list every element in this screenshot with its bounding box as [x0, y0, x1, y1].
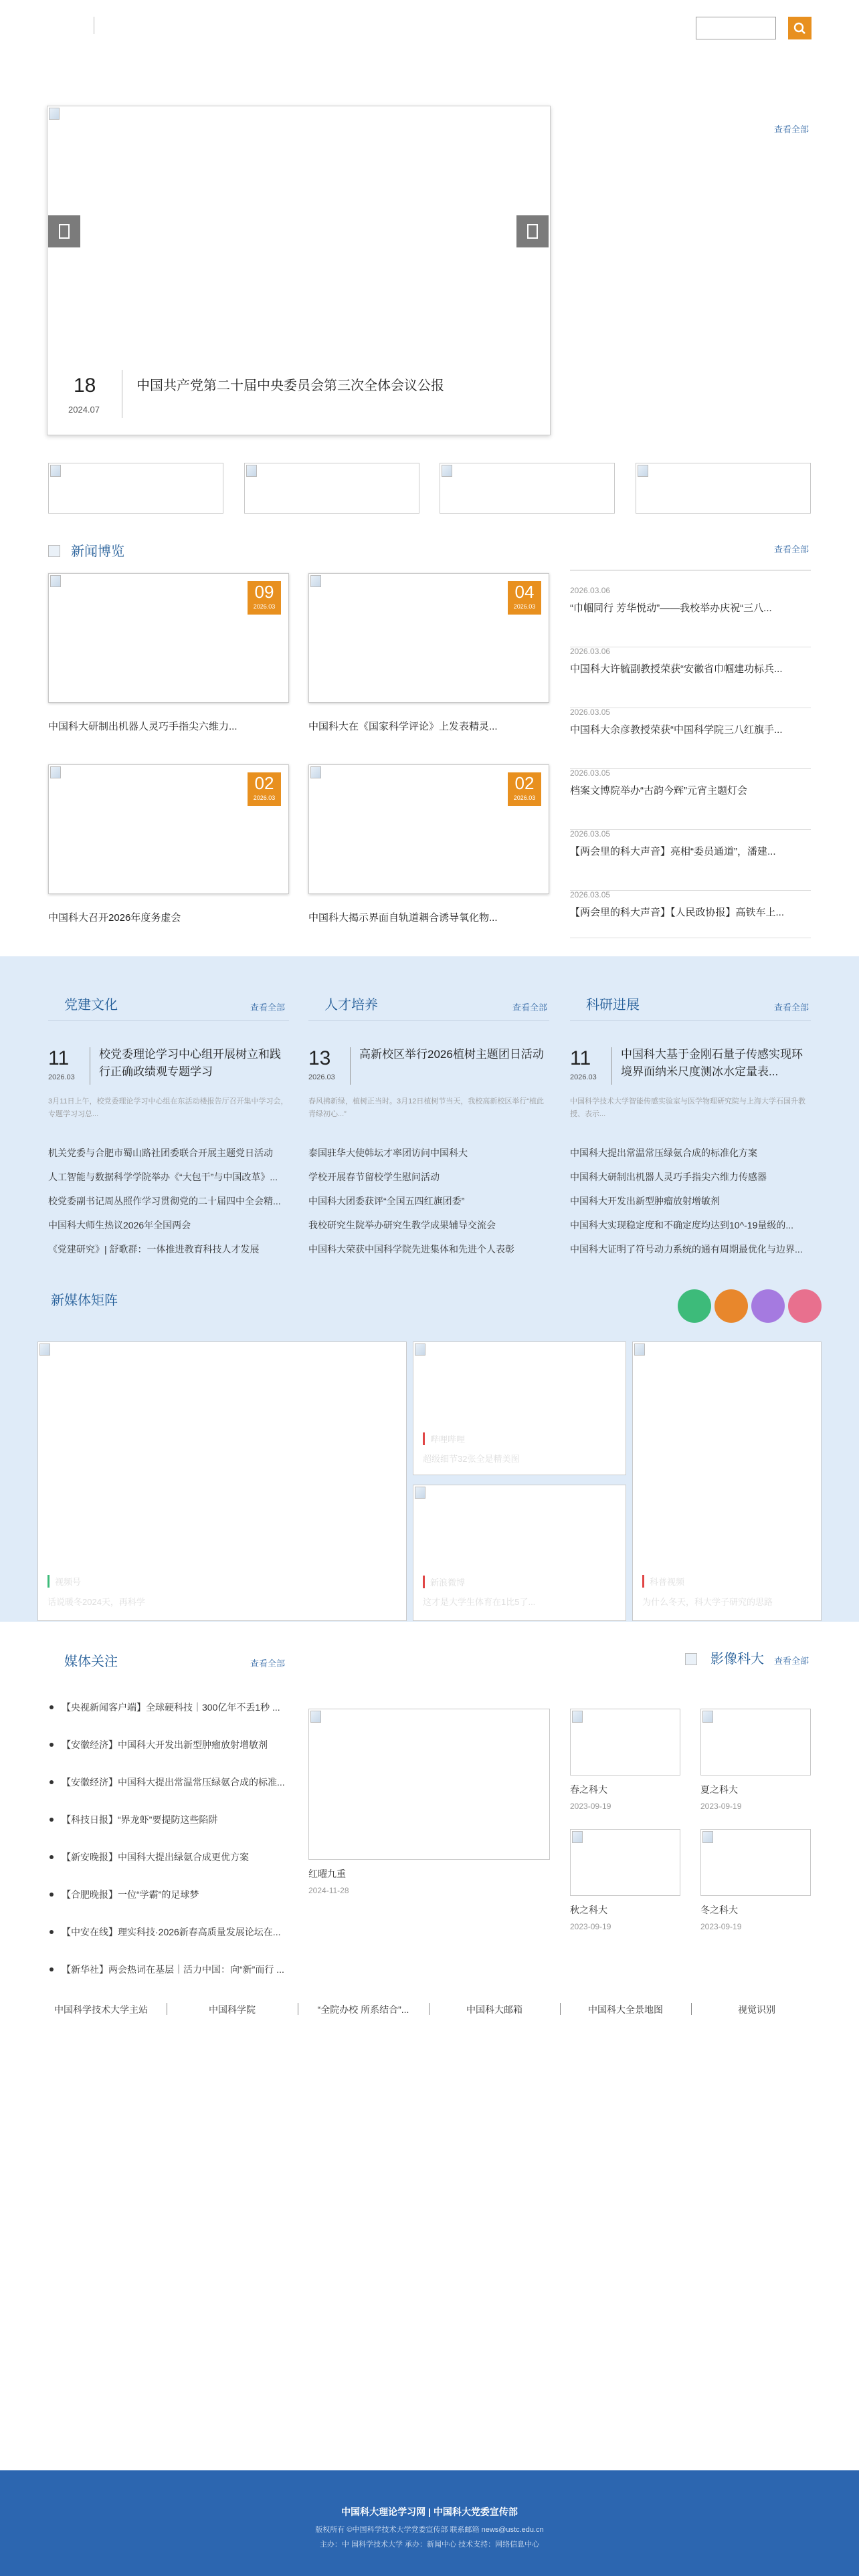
media-tag: 哔哩哔哩 — [423, 1432, 465, 1445]
side-list-item[interactable]: 2026.03.05 【两会里的科大声音】【人民政协报】高铁车上... — [570, 890, 811, 938]
media-focus-item[interactable]: 【安徽经济】中国科大提出常温常压绿氨合成的标准... — [48, 1776, 289, 1789]
media-tile[interactable] — [413, 1485, 626, 1621]
feature-ym: 2026.03 — [308, 1073, 335, 1081]
feature-ym: 2026.03 — [570, 1073, 597, 1081]
column-list-item[interactable]: 校党委副书记周丛照作学习贯彻党的二十届四中全会精... — [48, 1196, 281, 1206]
news-caption[interactable]: 中国科大在《国家科学评论》上发表精灵... — [308, 721, 498, 732]
feature-title[interactable]: 校党委理论学习中心组开展树立和践行正确政绩观专题学习 — [99, 1048, 281, 1078]
news-section-title: 新闻博览 — [71, 544, 124, 559]
friend-link[interactable]: 中国科大邮箱 — [466, 2004, 522, 2015]
column-list-item[interactable]: 中国科大提出常温常压绿氨合成的标准化方案 — [570, 1148, 757, 1158]
hero-next-button[interactable] — [516, 215, 549, 247]
news-card[interactable] — [48, 573, 289, 732]
column-list-item[interactable]: 中国科大证明了符号动力系统的通有周期最优化与边界... — [570, 1244, 803, 1255]
gallery-title: 影像科大 — [710, 1652, 764, 1667]
friend-link[interactable]: 中国科大全景地图 — [588, 2004, 663, 2015]
news-side-list — [570, 570, 811, 939]
social-icon-button[interactable] — [751, 1289, 785, 1323]
column-list-item[interactable]: 泰国驻华大使韩坛才率团访问中国科大 — [308, 1148, 468, 1158]
media-tile-text: 超级细节32张全是精美图 — [423, 1454, 520, 1464]
footer-host: 主办：中 国科学技术大学 承办：新闻中心 技术支持：网络信息中心 — [319, 2541, 540, 2549]
arrow-left-icon — [48, 215, 80, 247]
news-card[interactable] — [48, 764, 289, 924]
research-progress-column — [570, 991, 811, 1259]
feature-day: 11 — [48, 1047, 70, 1069]
news-caption[interactable]: 中国科大召开2026年度务虚会 — [48, 912, 181, 924]
column-list-item[interactable]: 中国科大团委获评“全国五四红旗团委” — [308, 1196, 465, 1206]
column-title: 党建文化 — [64, 998, 118, 1012]
column-list-item[interactable]: 我校研究生院举办研究生教学成果辅导交流会 — [308, 1220, 496, 1230]
friend-link[interactable]: 中国科学技术大学主站 — [54, 2004, 148, 2015]
hero-caption[interactable] — [48, 351, 550, 434]
video-caption[interactable]: 红曜九重 — [308, 1868, 346, 1879]
feature-title[interactable]: 中国科大基于金刚石量子传感实现环境界面纳米尺度测冰水定量表... — [621, 1048, 803, 1078]
media-tag: 新浪微博 — [423, 1576, 465, 1588]
side-list-item[interactable]: 2026.03.06 中国科大许毓副教授荣获“安徽省巾帼建功标兵... — [570, 647, 811, 708]
feature-divider — [350, 1047, 351, 1085]
gallery-item-title[interactable]: 冬之科大 — [700, 1905, 738, 1915]
featured-video[interactable] — [308, 1709, 550, 1860]
feature-ym: 2026.03 — [48, 1073, 75, 1081]
column-list-item[interactable]: 中国科大实现稳定度和不确定度均达到10^-19量级的... — [570, 1220, 794, 1230]
footer — [0, 2470, 859, 2576]
feature-title[interactable]: 高新校区举行2026植树主题团日活动 — [359, 1048, 544, 1061]
talent-cultivation-column — [308, 991, 549, 1259]
feature-desc: 3月11日上午，校党委理论学习中心组在东活动楼报告厅召开集中学习会，专题学习习总... — [48, 1097, 288, 1118]
feature-desc: 春风拂新绿，植树正当时。3月12日植树节当天，我校高新校区举行“植此青绿初心...” — [308, 1097, 545, 1118]
media-focus-item[interactable]: 【央视新闻客户端】全球硬科技｜300亿年不丢1秒 ... — [48, 1701, 289, 1714]
column-more-link[interactable]: 查看全部 — [512, 1002, 548, 1012]
column-title: 科研进展 — [586, 998, 640, 1012]
news-card[interactable] — [308, 573, 549, 732]
gallery-icon — [685, 1653, 697, 1665]
column-list-item[interactable]: 中国科大师生热议2026年全国两会 — [48, 1220, 191, 1230]
news-caption[interactable]: 中国科大研制出机器人灵巧手指尖六维力... — [48, 721, 237, 732]
column-list-item[interactable]: 中国科大荣获中国科学院先进集体和先进个人表彰 — [308, 1244, 514, 1255]
gallery-item-date: 2023-09-19 — [700, 1922, 742, 1931]
side-list-item[interactable]: 2026.03.06 “巾帼同行 芳华悦动”——我校举办庆祝“三八... — [570, 586, 811, 647]
gallery-item-title[interactable]: 秋之科大 — [570, 1905, 607, 1915]
party-culture-column — [48, 991, 289, 1259]
column-more-link[interactable]: 查看全部 — [774, 1002, 809, 1012]
video-date: 2024-11-28 — [308, 1886, 349, 1895]
media-focus-list — [48, 1701, 289, 1975]
social-icon-button[interactable] — [678, 1289, 711, 1323]
friend-links — [37, 2003, 822, 2022]
column-list-item[interactable]: 机关党委与合肥市蜀山路社团委联合开展主题党日活动 — [48, 1148, 273, 1158]
media-focus-item[interactable]: 【新安晚报】中国科大提出绿氨合成更优方案 — [48, 1850, 289, 1864]
hero-thumbnail[interactable] — [48, 463, 223, 514]
footer-copyright: 版权所有 ©中国科学技术大学党委宣传部 联系邮箱 news@ustc.edu.cn — [315, 2526, 544, 2534]
media-focus-title: 媒体关注 — [64, 1654, 118, 1669]
column-list-item[interactable]: 《党建研究》| 舒歌群：一体推进教育科技人才发展 — [48, 1244, 260, 1255]
column-list-item[interactable]: 中国科大研制出机器人灵巧手指尖六维力传感器 — [570, 1172, 767, 1182]
news-date-badge: 02 2026.03 — [248, 772, 281, 806]
media-focus-more-link[interactable]: 查看全部 — [250, 1658, 286, 1669]
new-media-title: 新媒体矩阵 — [51, 1293, 118, 1308]
link-separator — [691, 2003, 692, 2015]
gallery-item-title[interactable]: 春之科大 — [570, 1784, 607, 1795]
media-focus-item[interactable]: 【中安在线】理实科技·2026新春高质量发展论坛在... — [48, 1925, 289, 1939]
search-icon — [788, 17, 812, 39]
hero-title[interactable]: 中国共产党第二十届中央委员会第三次全体会议公报 — [136, 379, 444, 393]
gallery-item-title[interactable]: 夏之科大 — [700, 1784, 738, 1795]
media-focus-item[interactable]: 【新华社】两会热词在基层｜活力中国：向“新”而行 ... — [48, 1963, 289, 1976]
side-list-item[interactable]: 2026.03.05 【两会里的科大声音】亮相“委员通道”，潘建... — [570, 829, 811, 891]
gallery-thumb[interactable] — [700, 1829, 811, 1896]
news-date-badge: 02 2026.03 — [508, 772, 541, 806]
column-list-item[interactable]: 中国科大开发出新型肿瘤放射增敏剂 — [570, 1196, 720, 1206]
news-more-link[interactable]: 查看全部 — [774, 544, 809, 554]
link-separator — [560, 2003, 561, 2015]
feature-divider — [611, 1047, 612, 1085]
media-focus-item[interactable]: 【安徽经济】中国科大开发出新型肿瘤放射增敏剂 — [48, 1738, 289, 1751]
media-tag: 视频号 — [47, 1575, 81, 1588]
news-caption[interactable]: 中国科大揭示界面自轨道耦合诱导氧化物... — [308, 912, 498, 924]
hero-thumbnail[interactable] — [440, 463, 615, 514]
gallery-thumb[interactable] — [700, 1709, 811, 1776]
feature-day: 11 — [570, 1047, 591, 1069]
hero-prev-button[interactable] — [48, 215, 80, 247]
media-focus-item[interactable]: 【合肥晚报】一位“学霸”的足球梦 — [48, 1888, 289, 1901]
social-icon-button[interactable] — [788, 1289, 822, 1323]
news-card[interactable] — [308, 764, 549, 924]
gallery-item-date: 2023-09-19 — [570, 1922, 611, 1931]
column-title: 人才培养 — [324, 998, 378, 1012]
gallery-item-date: 2023-09-19 — [570, 1802, 611, 1811]
media-tile-text: 话说暖冬2024天，再科学 — [47, 1597, 145, 1607]
side-list-item[interactable]: 2026.03.05 中国科大余彦教授荣获“中国科学院三八红旗手... — [570, 708, 811, 769]
footer-title: 中国科大理论学习网 | 中国科大党委宣传部 — [341, 2506, 518, 2517]
hero-more-link[interactable]: 查看全部 — [774, 124, 809, 134]
hero-ym: 2024.07 — [68, 405, 100, 415]
media-tile-text: 为什么冬天，科大学子研究的思路 — [642, 1597, 773, 1607]
news-date-badge: 04 2026.03 — [508, 581, 541, 615]
feature-desc: 中国科学技术大学智能传感实验室与医学物理研究院与上海大学石国升教授、表示... — [570, 1097, 805, 1118]
column-list-item[interactable]: 人工智能与数据科学学院举办《“大包干”与中国改革》... — [48, 1172, 278, 1182]
hero-day: 18 — [74, 374, 96, 397]
search-button[interactable] — [788, 17, 812, 39]
gallery-more-link[interactable]: 查看全部 — [774, 1656, 809, 1666]
hero-thumbnail[interactable] — [636, 463, 811, 514]
side-list-item[interactable]: 2026.03.05 档案文博院举办“古韵今辉”元宵主题灯会 — [570, 768, 811, 830]
link-separator — [429, 2003, 430, 2015]
gallery-item-date: 2023-09-19 — [700, 1802, 742, 1811]
column-list-item[interactable]: 学校开展春节留校学生慰问活动 — [308, 1172, 440, 1182]
media-tile[interactable] — [413, 1341, 626, 1475]
media-tile[interactable] — [37, 1341, 407, 1621]
arrow-right-icon — [516, 215, 549, 247]
feature-day: 13 — [308, 1047, 331, 1069]
gallery-thumb[interactable] — [570, 1709, 680, 1776]
media-tag: 科普视频 — [642, 1575, 684, 1588]
hero-thumbnail[interactable] — [244, 463, 419, 514]
friend-link[interactable]: “全院办校 所系结合”... — [317, 2004, 409, 2015]
media-tile-text: 这才是大学生体育在1比5了... — [423, 1597, 536, 1607]
search-input[interactable] — [696, 17, 776, 39]
friend-link[interactable]: 中国科学院 — [209, 2004, 256, 2015]
column-more-link[interactable]: 查看全部 — [250, 1002, 286, 1012]
media-focus-item[interactable]: 【科技日报】“界龙虾”要提防这些陷阱 — [48, 1813, 289, 1826]
media-tile[interactable] — [632, 1341, 822, 1621]
news-section-icon — [48, 545, 60, 557]
gallery-thumb[interactable] — [570, 1829, 680, 1896]
social-icon-button[interactable] — [714, 1289, 748, 1323]
friend-link[interactable]: 视觉识别 — [738, 2004, 775, 2015]
news-date-badge: 09 2026.03 — [248, 581, 281, 615]
